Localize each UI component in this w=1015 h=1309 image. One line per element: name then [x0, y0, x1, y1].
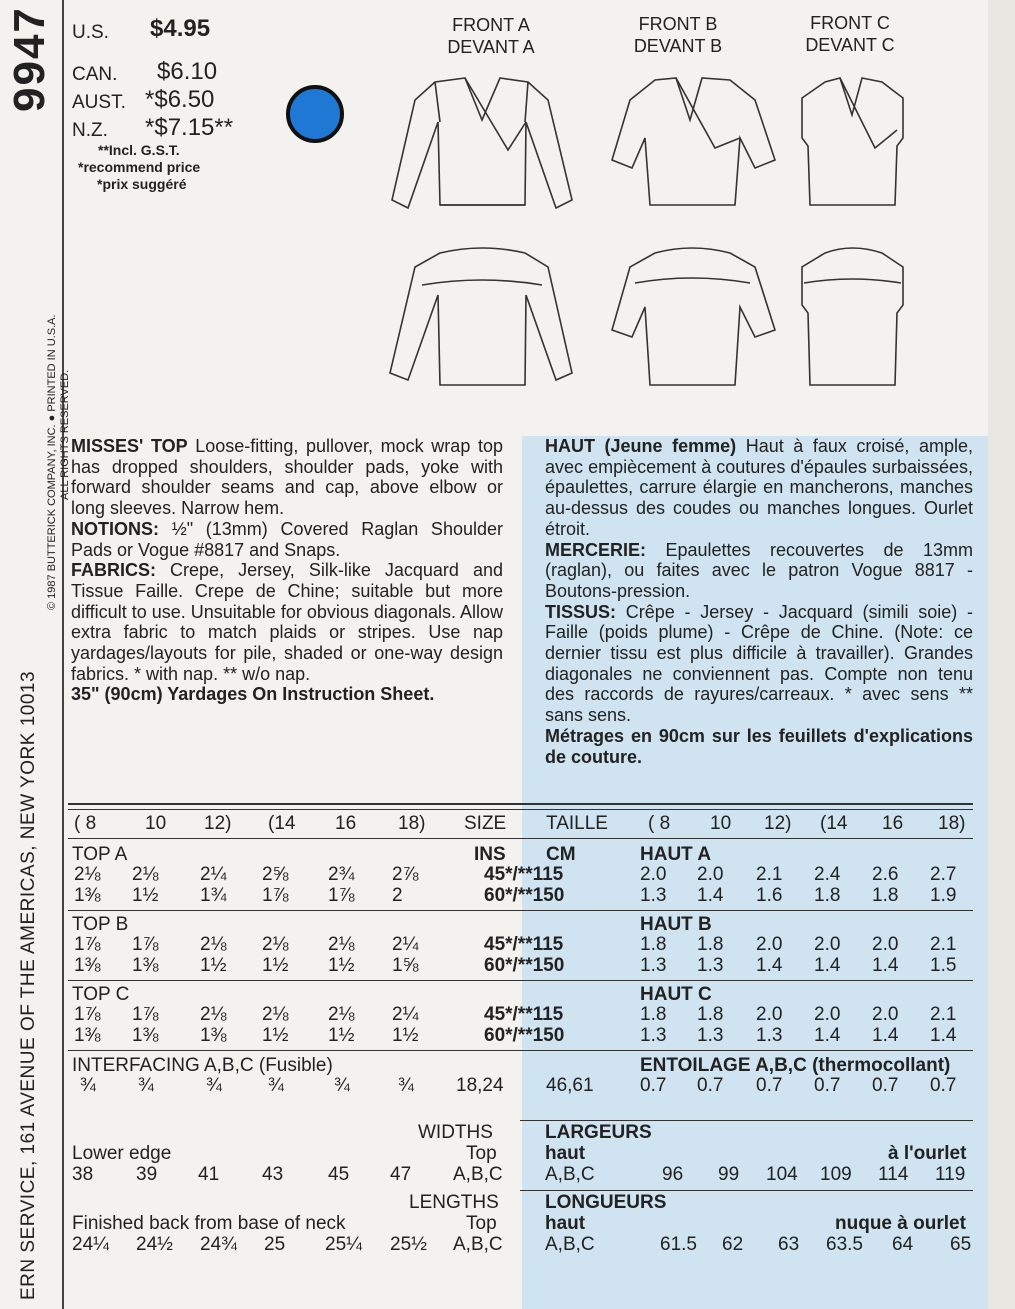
metric-cell: 2.0	[640, 864, 667, 885]
imperial-cell: 1¾	[200, 885, 227, 906]
lengths-metric-cell: 61.5	[660, 1234, 697, 1255]
imperial-cell: 1½	[200, 955, 227, 976]
imperial-cell: 1½	[262, 955, 289, 976]
imperial-cell: 1½	[392, 1025, 419, 1046]
garment-sketches	[380, 60, 980, 420]
imperial-cell: 1⅜	[132, 1025, 159, 1046]
lengths-metric-cell: 63.5	[826, 1234, 863, 1255]
size-header-cell: (14	[268, 813, 296, 834]
view-label-a	[421, 14, 561, 58]
front-b-sketch-icon	[612, 78, 775, 205]
metric-cell: 1.4	[930, 1025, 957, 1046]
metric-cell: 1.4	[756, 955, 783, 976]
imperial-cell: 1⅜	[132, 955, 159, 976]
a-l-ourlet-label: à l'ourlet	[888, 1143, 967, 1164]
imperial-cell: 2¾	[328, 864, 355, 885]
interfacing-imperial-cell: ¾	[138, 1075, 154, 1096]
table-rule	[68, 838, 973, 839]
table-rule	[68, 980, 973, 981]
lengths-imperial-cell: 24¾	[200, 1234, 237, 1255]
group-label-en: TOP C	[72, 984, 130, 1005]
back-b-sketch-icon	[612, 248, 775, 385]
lengths-views-fr: A,B,C	[545, 1234, 595, 1255]
group-label-en: TOP A	[72, 844, 128, 865]
interfacing-imperial-cell: ¾	[398, 1075, 414, 1096]
publisher-address: ERN SERVICE, 161 AVENUE OF THE AMERICAS, NEW YORK 10013	[18, 670, 39, 1300]
metric-cell: 2.0	[697, 864, 724, 885]
fabric-width-cell: 45*/**115	[484, 864, 564, 885]
lengths-metric-cell: 65	[950, 1234, 972, 1255]
price-aust	[72, 92, 142, 114]
interfacing-imperial-cell: ¾	[80, 1075, 96, 1096]
metric-cell: 2.0	[756, 934, 783, 955]
price-us	[72, 22, 142, 44]
group-label-fr: HAUT A	[640, 844, 712, 865]
nuque-label: nuque à ourlet	[835, 1213, 966, 1234]
lengths-haut-label: haut	[545, 1213, 586, 1234]
taille-label: TAILLE	[546, 813, 608, 834]
metric-cell: 2.0	[814, 1004, 841, 1025]
imperial-cell: 1½	[132, 885, 159, 906]
lengths-imperial-cell: 25	[264, 1234, 286, 1255]
metric-cell: 1.3	[756, 1025, 783, 1046]
imperial-cell: 2⅛	[200, 1004, 227, 1025]
lengths-top-label: Top	[466, 1213, 497, 1234]
longueurs-header: LONGUEURS	[545, 1192, 667, 1213]
widths-metric-cell: 114	[878, 1164, 909, 1185]
metric-cell: 1.6	[756, 885, 783, 906]
imperial-cell: 2¼	[200, 864, 227, 885]
body-fr: Haut à faux croisé, ample, avec empiècement à coutures d'épaules surbaissées, épaulettes, carrure élargie en mancherons, manches au-dessus des coudes ou manches longues. Ourlet étroit.	[545, 436, 973, 539]
size-header-cell: 16	[335, 813, 357, 834]
table-rule	[68, 910, 973, 911]
imperial-cell: 1½	[328, 1025, 355, 1046]
widths-top-label: Top	[466, 1143, 497, 1164]
interfacing-metric-cell: 0.7	[930, 1075, 957, 1096]
lengths-header: LENGTHS	[409, 1192, 499, 1213]
imperial-cell: 2⅞	[392, 864, 419, 885]
lengths-metric-cell: 63	[778, 1234, 800, 1255]
metric-cell: 1.8	[640, 1004, 667, 1025]
interfacing-imperial-cell: ¾	[206, 1075, 222, 1096]
metric-cell: 2.4	[814, 864, 841, 885]
size-header-cell: 12)	[204, 813, 232, 834]
taille-header-cell: (14	[820, 813, 848, 834]
interfacing-width-cm: 46,61	[546, 1075, 594, 1096]
metric-cell: 1.4	[814, 955, 841, 976]
metrage-note: Métrages en 90cm sur les feuillets d'explications de couture.	[545, 725, 973, 767]
left-border	[62, 0, 64, 1309]
widths-metric-cell: 104	[766, 1164, 798, 1185]
imperial-cell: 1⅜	[74, 1025, 101, 1046]
taille-header-cell: 16	[882, 813, 904, 834]
imperial-cell: 1⅜	[74, 885, 101, 906]
fabric-width-cell: 60*/**150	[484, 955, 565, 976]
fabric-width-cell: 60*/**150	[484, 1025, 565, 1046]
widths-views: A,B,C	[453, 1164, 503, 1185]
taille-header-cell: ( 8	[648, 813, 671, 834]
view-en: FRONT A	[452, 15, 530, 35]
metric-cell: 1.3	[640, 885, 667, 906]
interfacing-imperial-cell: ¾	[334, 1075, 350, 1096]
catalog-number: 9947	[5, 6, 54, 112]
fabric-width-cell: 60*/**150	[484, 885, 565, 906]
price-nz	[72, 120, 142, 142]
finished-back-label: Finished back from base of neck	[72, 1213, 346, 1234]
group-label-fr: HAUT B	[640, 914, 712, 935]
interfacing-metric-cell: 0.7	[814, 1075, 841, 1096]
lengths-metric-cell: 62	[722, 1234, 744, 1255]
fabric-width-cell: 45*/**115	[484, 1004, 564, 1025]
metric-cell: 2.0	[756, 1004, 783, 1025]
interfacing-label: INTERFACING A,B,C (Fusible)	[72, 1055, 333, 1076]
fabrics-label: FABRICS:	[71, 560, 156, 581]
yardage-note: 35" (90cm) Yardages On Instruction Sheet.	[71, 684, 435, 705]
imperial-cell: 1½	[262, 1025, 289, 1046]
ins-label: INS	[474, 844, 506, 865]
metric-cell: 2.1	[930, 1004, 957, 1025]
interfacing-metric-cell: 0.7	[756, 1075, 783, 1096]
interfacing-metric-cell: 0.7	[640, 1075, 667, 1096]
lengths-imperial-cell: 24½	[136, 1234, 173, 1255]
country-label: U.S.	[72, 22, 109, 43]
interfacing-metric-cell: 0.7	[872, 1075, 899, 1096]
widths-imperial-cell: 43	[262, 1164, 284, 1185]
imperial-cell: 1⅜	[74, 955, 101, 976]
group-label-en: TOP B	[72, 914, 129, 935]
notions-label: NOTIONS:	[71, 518, 159, 539]
table-rule	[68, 803, 973, 805]
fabric-width-cell: 45*/**115	[484, 934, 564, 955]
metric-cell: 1.4	[872, 955, 899, 976]
widths-imperial-cell: 39	[136, 1164, 158, 1185]
blue-dot-icon	[286, 85, 344, 143]
price-can	[72, 64, 142, 86]
metric-cell: 1.9	[930, 885, 957, 906]
widths-header: WIDTHS	[418, 1122, 493, 1143]
metric-cell: 1.3	[697, 955, 724, 976]
imperial-cell: 1⅞	[328, 885, 355, 906]
widths-metric-cell: 119	[935, 1164, 966, 1185]
rights-line: ALL RIGHTS RESERVED.	[59, 369, 71, 500]
metric-cell: 1.4	[814, 1025, 841, 1046]
metric-cell: 1.8	[640, 934, 667, 955]
price-value: *$6.50	[145, 86, 215, 113]
widths-haut-label: haut	[545, 1143, 586, 1164]
lengths-metric-cell: 64	[892, 1234, 914, 1255]
size-label: SIZE	[464, 813, 507, 834]
interfacing-metric-cell: 0.7	[697, 1075, 724, 1096]
entoilage-label: ENTOILAGE A,B,C (thermocollant)	[640, 1055, 951, 1076]
imperial-cell: 1⅞	[74, 934, 101, 955]
metric-cell: 1.8	[814, 885, 841, 906]
widths-metric-cell: 99	[718, 1164, 740, 1185]
recommend-note: *recommend price	[78, 159, 201, 175]
table-rule	[520, 1190, 973, 1191]
copyright-credits	[46, 314, 72, 610]
page-edge	[988, 0, 1015, 1309]
fabrics-text: Crepe, Jersey, Silk-like Jacquard and Tissue Faille. Crepe de Chine; suitable but more difficult to use. Unsuitable for obvious diagonals. Allow extra fabric to match plaids or stripes. Use nap yardages/layouts for pile, shaded or one-way design fabrics. * with nap. ** w/o nap.	[71, 560, 503, 684]
price-value: *$7.15**	[145, 114, 234, 141]
view-label-c	[780, 12, 920, 56]
cm-label: CM	[546, 844, 576, 865]
metric-cell: 2.0	[872, 934, 899, 955]
tissus-text: Crêpe - Jersey - Jacquard (simili soie) - Faille (poids plume) - Crêpe de Chine. (Note: ce dernier tissu est plus difficile à travailler). Grandes diagonales ne conviennent pas. Compte non tenu des raccords de rayures/carreaux. * avec sens ** sans sens.	[545, 601, 973, 726]
metric-cell: 2.7	[930, 864, 957, 885]
back-a-sketch-icon	[390, 248, 572, 385]
tissus-label: TISSUS:	[545, 601, 617, 622]
metric-cell: 2.1	[756, 864, 783, 885]
imperial-cell: 1⅜	[200, 1025, 227, 1046]
mercerie-label: MERCERIE:	[545, 539, 647, 560]
imperial-cell: 2⅝	[262, 864, 289, 885]
gst-note: **Incl. G.S.T.	[98, 142, 180, 158]
imperial-cell: 1⅝	[392, 955, 419, 976]
lengths-imperial-cell: 24¼	[72, 1234, 109, 1255]
metric-cell: 1.3	[697, 1025, 724, 1046]
metric-cell: 1.8	[872, 885, 899, 906]
table-rule	[68, 1050, 973, 1051]
view-en: FRONT B	[638, 14, 718, 34]
price-value: $6.10	[157, 58, 218, 85]
group-label-fr: HAUT C	[640, 984, 712, 1005]
imperial-cell: 1⅞	[74, 1004, 101, 1025]
imperial-cell: 2⅛	[328, 934, 355, 955]
notions-text: ½" (13mm) Covered Raglan Shoulder Pads or Vogue #8817 and Snaps.	[71, 518, 503, 560]
size-header-cell: 10	[145, 813, 167, 834]
table-rule	[68, 809, 973, 810]
widths-imperial-cell: 45	[328, 1164, 350, 1185]
view-fr: DEVANT C	[805, 35, 895, 55]
country-label: N.Z.	[72, 120, 108, 141]
lengths-imperial-cell: 25¼	[325, 1234, 362, 1255]
interfacing-imperial-cell: ¾	[268, 1075, 284, 1096]
lengths-views: A,B,C	[453, 1234, 503, 1255]
metric-cell: 2.6	[872, 864, 899, 885]
taille-header-cell: 18)	[938, 813, 966, 834]
widths-views-fr: A,B,C	[545, 1164, 595, 1185]
metric-cell: 2.0	[814, 934, 841, 955]
imperial-cell: 2⅛	[74, 864, 101, 885]
back-c-sketch-icon	[802, 248, 903, 385]
view-fr: DEVANT B	[633, 36, 723, 56]
view-en: FRONT C	[810, 13, 890, 33]
copyright-line: © 1987 BUTTERICK COMPANY, INC. ● PRINTED IN U.S.A.	[46, 314, 58, 610]
imperial-cell: 2¼	[392, 934, 419, 955]
taille-header-cell: 10	[710, 813, 732, 834]
imperial-cell: 2	[392, 885, 403, 906]
imperial-cell: 2⅛	[200, 934, 227, 955]
body-en: Loose-fitting, pullover, mock wrap top has dropped shoulders, shoulder pads, yoke with forward shoulder seams and cap, above elbow or long sleeves. Narrow hem.	[71, 436, 503, 519]
metric-cell: 1.3	[640, 1025, 667, 1046]
metric-cell: 1.8	[697, 934, 724, 955]
table-rule	[520, 1120, 973, 1121]
title-fr: HAUT (Jeune femme)	[545, 436, 737, 456]
size-header-cell: 18)	[398, 813, 426, 834]
imperial-cell: 2⅛	[132, 864, 159, 885]
imperial-cell: 2⅛	[262, 934, 289, 955]
lengths-imperial-cell: 25½	[390, 1234, 427, 1255]
taille-header-cell: 12)	[764, 813, 792, 834]
imperial-cell: 1⅞	[132, 934, 159, 955]
metric-cell: 1.4	[697, 885, 724, 906]
interfacing-width-in: 18,24	[456, 1075, 504, 1096]
lower-edge-label: Lower edge	[72, 1143, 172, 1164]
suggere-note: *prix suggéré	[97, 176, 187, 192]
metric-cell: 2.1	[930, 934, 957, 955]
widths-imperial-cell: 38	[72, 1164, 94, 1185]
price-value: $4.95	[150, 15, 211, 42]
widths-imperial-cell: 47	[390, 1164, 412, 1185]
mercerie-text: Epaulettes recouvertes de 13mm (raglan), ou faites avec le patron Vogue 8817 - Boutons-pression.	[545, 539, 973, 601]
title-en: MISSES' TOP	[71, 436, 188, 456]
metric-cell: 1.4	[872, 1025, 899, 1046]
imperial-cell: 2¼	[392, 1004, 419, 1025]
size-header-cell: ( 8	[74, 813, 97, 834]
metric-cell: 1.8	[697, 1004, 724, 1025]
widths-metric-cell: 96	[662, 1164, 684, 1185]
country-label: CAN.	[72, 64, 118, 85]
imperial-cell: 2⅛	[262, 1004, 289, 1025]
description-english	[71, 436, 503, 705]
front-c-sketch-icon	[802, 78, 903, 205]
widths-metric-cell: 109	[820, 1164, 852, 1185]
imperial-cell: 1½	[328, 955, 355, 976]
view-fr: DEVANT A	[447, 37, 535, 57]
imperial-cell: 1⅞	[262, 885, 289, 906]
metric-cell: 1.5	[930, 955, 957, 976]
imperial-cell: 2⅛	[328, 1004, 355, 1025]
metric-cell: 1.3	[640, 955, 667, 976]
country-label: AUST.	[72, 92, 126, 113]
largeurs-header: LARGEURS	[545, 1122, 652, 1143]
view-label-b	[608, 13, 748, 57]
description-french	[545, 436, 973, 767]
widths-imperial-cell: 41	[198, 1164, 220, 1185]
front-a-sketch-icon	[392, 78, 572, 208]
imperial-cell: 1⅞	[132, 1004, 159, 1025]
metric-cell: 2.0	[872, 1004, 899, 1025]
